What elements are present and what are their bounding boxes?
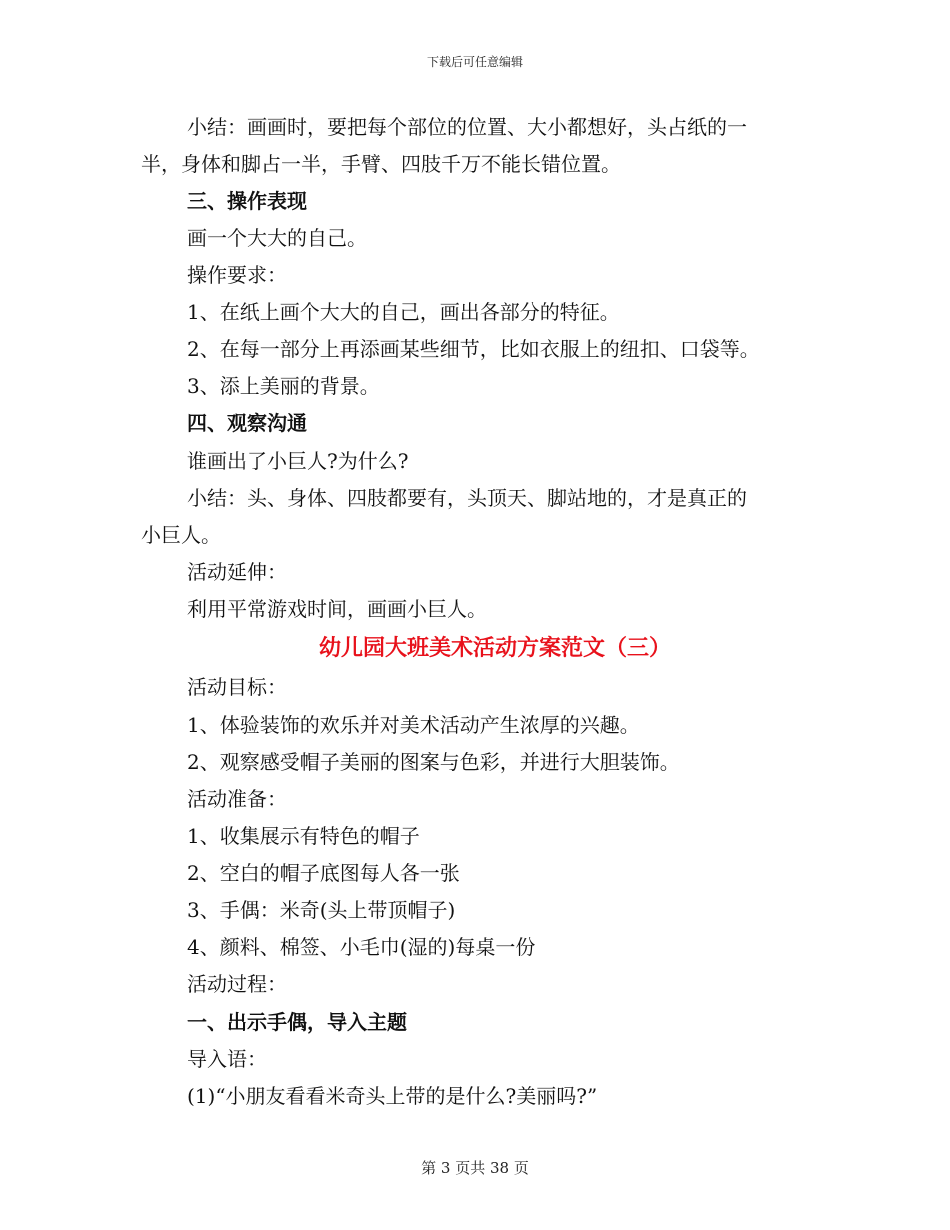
paragraph-line: 活动准备：: [187, 787, 287, 811]
paragraph-line: 小结：头、身体、四肢都要有，头顶天、脚站地的，才是真正的: [187, 486, 747, 510]
paragraph-line: 操作要求：: [187, 263, 287, 287]
page-header-note: 下载后可任意编辑: [426, 55, 523, 69]
list-item: 3、手偶：米奇(头上带顶帽子): [187, 898, 456, 922]
paragraph-line: 活动目标：: [187, 675, 287, 699]
list-item: 1、收集展示有特色的帽子: [187, 824, 420, 848]
section-heading: 四、观察沟通: [187, 411, 307, 435]
paragraph-line: 活动过程：: [187, 972, 287, 996]
list-item: 3、添上美丽的背景。: [187, 374, 380, 398]
paragraph-line: 小巨人。: [141, 523, 221, 547]
list-item: 2、空白的帽子底图每人各一张: [187, 861, 460, 885]
list-item: 2、观察感受帽子美丽的图案与色彩，并进行大胆装饰。: [187, 750, 680, 774]
paragraph-line: 利用平常游戏时间，画画小巨人。: [187, 597, 487, 621]
paragraph-line: (1)“小朋友看看米奇头上带的是什么?美丽吗?”: [187, 1084, 598, 1108]
list-item: 2、在每一部分上再添画某些细节，比如衣服上的纽扣、口袋等。: [187, 337, 760, 361]
paragraph-line: 半，身体和脚占一半，手臂、四肢千万不能长错位置。: [141, 152, 621, 176]
list-item: 1、体验装饰的欢乐并对美术活动产生浓厚的兴趣。: [187, 713, 640, 737]
section-heading: 三、操作表现: [187, 189, 307, 213]
paragraph-line: 活动延伸：: [187, 560, 287, 584]
document-title: 幼儿园大班美术活动方案范文（三）: [318, 635, 671, 661]
paragraph-line: 小结：画画时，要把每个部位的位置、大小都想好，头占纸的一: [187, 115, 747, 139]
section-heading: 一、出示手偶，导入主题: [187, 1010, 407, 1034]
paragraph-line: 画一个大大的自己。: [187, 226, 367, 250]
page-number: 第 3 页共 38 页: [421, 1159, 529, 1177]
list-item: 4、颜料、棉签、小毛巾(湿的)每桌一份: [187, 935, 536, 959]
list-item: 1、在纸上画个大大的自己，画出各部分的特征。: [187, 300, 620, 324]
paragraph-line: 导入语：: [187, 1047, 267, 1071]
paragraph-line: 谁画出了小巨人?为什么?: [187, 449, 409, 473]
